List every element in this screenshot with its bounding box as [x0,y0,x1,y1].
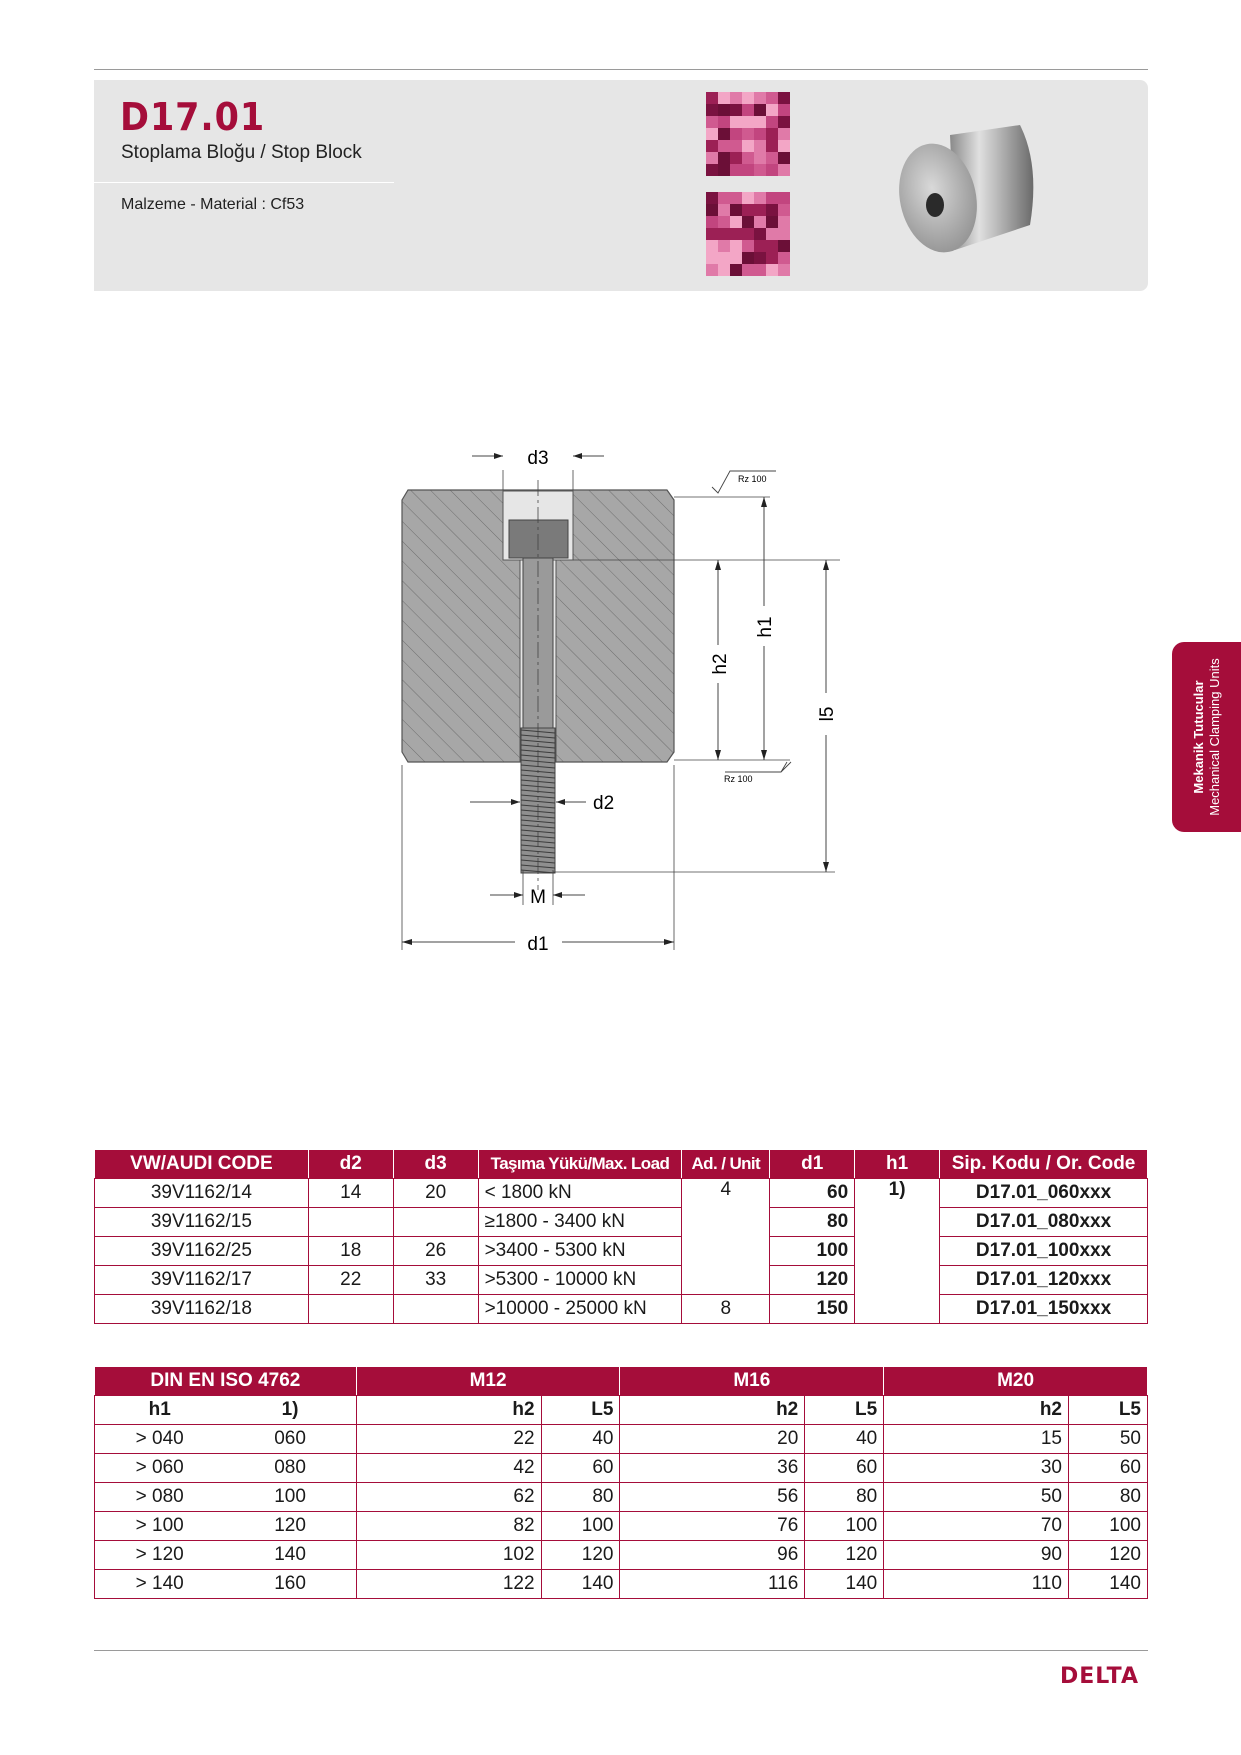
cell: 96 [620,1541,805,1570]
dim-d1: d1 [527,934,549,955]
cell: >10000 - 25000 kN [478,1295,682,1324]
cell: 90 [884,1541,1069,1570]
cell: 76 [620,1512,805,1541]
cell: 100 [770,1237,855,1266]
cell: 20 [620,1425,805,1454]
cell: 110 [884,1570,1069,1599]
cell: 100 [541,1512,620,1541]
cell: 120 [770,1266,855,1295]
cell: ≥1800 - 3400 kN [478,1208,682,1237]
cell: 80 [1069,1483,1148,1512]
header-divider [94,182,394,183]
cell: h2 [884,1396,1069,1425]
cell: > 100 [95,1512,225,1541]
section-tab[interactable] [1172,642,1241,832]
cell: 80 [805,1483,884,1512]
cell: L5 [1069,1396,1148,1425]
product-code: D17.01 [120,95,266,139]
col-header: VW/AUDI CODE [95,1150,309,1179]
cell: h1 [95,1396,225,1425]
table-header-row [95,1367,1148,1396]
cell: 100 [1069,1512,1148,1541]
cell: 50 [884,1483,1069,1512]
cell: 4 [682,1179,770,1295]
bottom-rule [94,1650,1148,1651]
section-tab-title: Mekanik Tutucular [1190,680,1206,794]
cell: 14 [308,1179,393,1208]
dim-h1: h1 [755,616,776,638]
cell: 160 [224,1570,356,1599]
qr-code-icon [706,192,790,276]
cell: 60 [541,1454,620,1483]
dim-m: M [530,887,546,908]
cell: 100 [805,1512,884,1541]
cell: 39V1162/17 [95,1266,309,1295]
dim-d2: d2 [593,793,615,814]
cell: 15 [884,1425,1069,1454]
cell: 116 [620,1570,805,1599]
cell: 140 [805,1570,884,1599]
col-header: M12 [356,1367,620,1396]
cell: > 040 [95,1425,225,1454]
cell: 60 [770,1179,855,1208]
cell: 39V1162/18 [95,1295,309,1324]
cell [308,1295,393,1324]
cell: D17.01_060xxx [940,1179,1148,1208]
cell: 120 [805,1541,884,1570]
cell: > 080 [95,1483,225,1512]
cell: 39V1162/15 [95,1208,309,1237]
section-tab-subtitle: Mechanical Clamping Units [1206,658,1222,816]
cell: h2 [356,1396,541,1425]
cell: 26 [393,1237,478,1266]
cell: 122 [356,1570,541,1599]
table-row [95,1454,1148,1483]
cell: 82 [356,1512,541,1541]
cell: < 1800 kN [478,1179,682,1208]
cell: L5 [541,1396,620,1425]
cell: 70 [884,1512,1069,1541]
spec-table [94,1149,1148,1324]
cell: 40 [805,1425,884,1454]
cell: 30 [884,1454,1069,1483]
dim-h2: h2 [710,653,731,675]
cell: D17.01_150xxx [940,1295,1148,1324]
cell: 120 [1069,1541,1148,1570]
cell: D17.01_120xxx [940,1266,1148,1295]
table-row [95,1266,1148,1295]
col-header: M20 [884,1367,1148,1396]
top-rule [94,69,1148,70]
cell: 22 [308,1266,393,1295]
cell: 102 [356,1541,541,1570]
cell: 140 [224,1541,356,1570]
cell: 33 [393,1266,478,1295]
col-header: DIN EN ISO 4762 [95,1367,357,1396]
cell: 1) [224,1396,356,1425]
dim-l5: l5 [817,706,838,722]
table-header-row [95,1150,1148,1179]
cell: 20 [393,1179,478,1208]
table-row [95,1570,1148,1599]
table-subheader-row [95,1396,1148,1425]
screw-table [94,1366,1148,1599]
cell: 39V1162/25 [95,1237,309,1266]
cell: D17.01_080xxx [940,1208,1148,1237]
cell: 120 [224,1512,356,1541]
cell: 39V1162/14 [95,1179,309,1208]
cell: 36 [620,1454,805,1483]
col-header: h1 [855,1150,940,1179]
cell [308,1208,393,1237]
cell: 18 [308,1237,393,1266]
col-header: d1 [770,1150,855,1179]
table-row [95,1208,1148,1237]
cell: L5 [805,1396,884,1425]
roughness-top: Rz 100 [738,474,767,484]
cell: > 060 [95,1454,225,1483]
cell: > 140 [95,1570,225,1599]
product-name: Stoplama Bloğu / Stop Block [121,142,362,163]
table-row [95,1179,1148,1208]
col-header: Ad. / Unit [682,1150,770,1179]
cell: 8 [682,1295,770,1324]
cell: 140 [541,1570,620,1599]
cell: > 120 [95,1541,225,1570]
col-header: Sip. Kodu / Or. Code [940,1150,1148,1179]
cell: 80 [770,1208,855,1237]
cell: 1) [855,1179,940,1324]
cell: 80 [541,1483,620,1512]
table-row [95,1512,1148,1541]
cell: 60 [805,1454,884,1483]
technical-drawing [390,440,838,960]
roughness-bottom: Rz 100 [724,774,753,784]
col-header: M16 [620,1367,884,1396]
qr-code-icon [706,92,790,176]
cell [393,1208,478,1237]
col-header: Taşıma Yükü/Max. Load [478,1150,682,1179]
cell: D17.01_100xxx [940,1237,1148,1266]
table-row [95,1541,1148,1570]
cell: 40 [541,1425,620,1454]
cell: 22 [356,1425,541,1454]
cell: 060 [224,1425,356,1454]
cell: 60 [1069,1454,1148,1483]
cell: 120 [541,1541,620,1570]
table-row [95,1483,1148,1512]
cell: >3400 - 5300 kN [478,1237,682,1266]
table-row [95,1295,1148,1324]
cell: 50 [1069,1425,1148,1454]
cell: 62 [356,1483,541,1512]
col-header: d2 [308,1150,393,1179]
table-row [95,1237,1148,1266]
table-row [95,1425,1148,1454]
cell: 56 [620,1483,805,1512]
cell: h2 [620,1396,805,1425]
dim-d3: d3 [527,448,549,469]
cell: 100 [224,1483,356,1512]
material-label: Malzeme - Material : Cf53 [121,196,305,213]
cell: >5300 - 10000 kN [478,1266,682,1295]
cell: 140 [1069,1570,1148,1599]
cell [393,1295,478,1324]
cell: 150 [770,1295,855,1324]
cell: 42 [356,1454,541,1483]
col-header: d3 [393,1150,478,1179]
brand-logo: DELTA [1060,1664,1139,1689]
cell: 080 [224,1454,356,1483]
product-photo [880,110,1050,270]
